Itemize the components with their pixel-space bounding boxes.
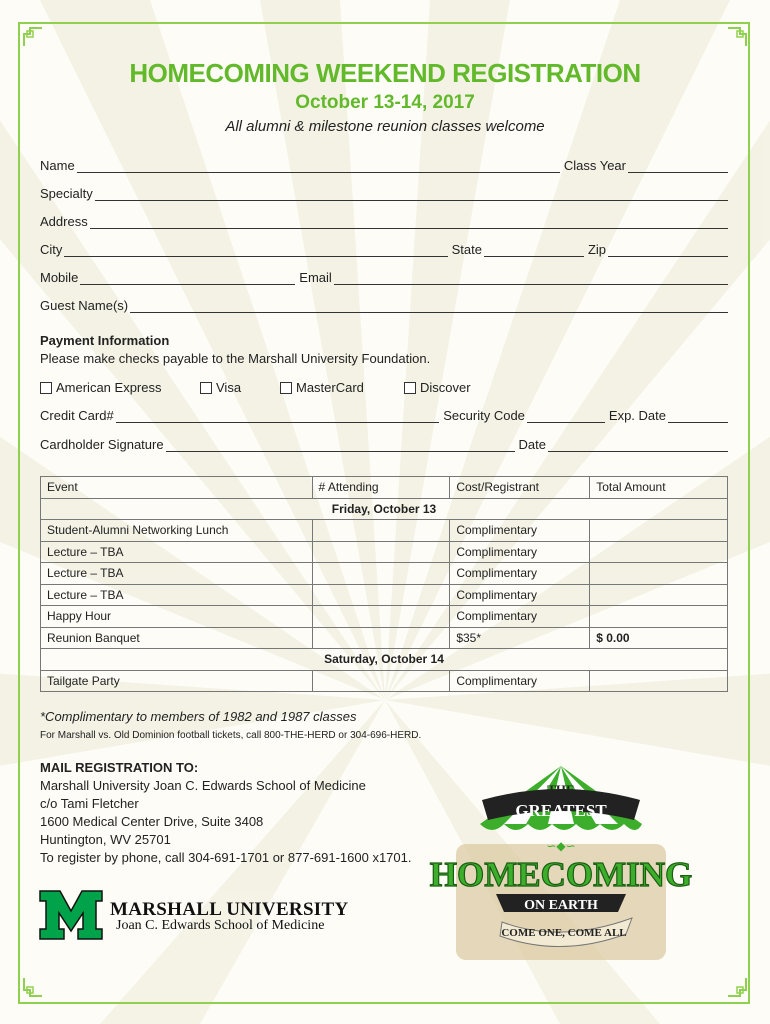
guests-row [40,298,728,313]
state-label: State [451,242,482,257]
zip-label: Zip [587,242,606,257]
city-field[interactable] [64,244,447,257]
page-title: HOMECOMING WEEKEND REGISTRATION [129,58,641,88]
badge-homecoming-text: HOMECOMING [429,855,693,894]
address-row [40,214,728,229]
event-cell: Lecture – TBA [41,563,313,585]
col-header: Event [41,477,313,499]
contact-row [40,270,728,285]
card-type-options [40,380,540,400]
table-row [41,670,728,692]
saturday-group-label: Saturday, October 14 [41,649,728,671]
total-cell[interactable] [590,520,728,542]
event-dates: October 13-14, 2017 [295,92,475,113]
total-cell[interactable] [590,563,728,585]
attending-cell[interactable] [312,563,450,585]
friday-group-label: Friday, October 13 [41,498,728,520]
credit-card-row [40,408,728,423]
greatest-homecoming-badge [422,758,700,964]
mobile-field[interactable] [80,272,295,285]
badge-greatest-text: GREATEST [515,801,607,820]
cost-cell: Complimentary [450,606,590,628]
address-field[interactable] [90,216,728,229]
date-label: Date [518,437,546,452]
security-code-label: Security Code [443,408,525,423]
city-label: City [40,242,63,257]
mail-line: Marshall University Joan C. Edwards School of Medicine [40,778,366,793]
specialty-field[interactable] [95,188,728,201]
total-cell[interactable] [590,541,728,563]
cost-cell: Complimentary [450,563,590,585]
tagline: All alumni & milestone reunion classes welcome [225,118,545,135]
city-row [40,242,728,257]
mail-line: c/o Tami Fletcher [40,796,139,811]
total-cell[interactable] [590,584,728,606]
mail-line: To register by phone, call 304-691-1701 or 877-691-1600 x1701. [40,850,412,865]
tickets-note: For Marshall vs. Old Dominion football tickets, call 800-THE-HERD or 304-696-HERD. [40,730,422,741]
events-table [40,476,728,692]
attending-cell[interactable] [312,627,450,649]
complimentary-note: *Complimentary to members of 1982 and 1987 classes [40,709,357,724]
event-cell: Reunion Banquet [41,627,313,649]
cost-cell: Complimentary [450,584,590,606]
cost-cell: $35* [450,627,590,649]
mastercard-checkbox[interactable]: MasterCard [280,380,364,395]
corner-ornament-icon [726,26,748,48]
total-cell[interactable] [590,606,728,628]
guests-label: Guest Name(s) [40,298,129,313]
credit-card-label: Credit Card# [40,408,114,423]
table-row [41,563,728,585]
corner-ornament-icon [22,976,44,998]
payment-title: Payment Information [40,333,170,348]
mobile-label: Mobile [40,270,79,285]
col-header: Cost/Registrant [450,477,590,499]
school-name: Joan C. Edwards School of Medicine [116,918,325,933]
attending-cell[interactable] [312,670,450,692]
event-cell: Lecture – TBA [41,584,313,606]
cost-cell: Complimentary [450,670,590,692]
amex-checkbox[interactable]: American Express [40,380,161,395]
table-row [41,520,728,542]
class-year-field[interactable] [628,160,728,173]
corner-ornament-icon [22,26,44,48]
checkbox-icon [200,382,212,394]
badge-the-text: THE [547,782,575,797]
name-label: Name [40,158,75,173]
signature-field[interactable] [166,439,515,452]
zip-field[interactable] [608,244,728,257]
mail-title: MAIL REGISTRATION TO: [40,760,199,775]
corner-ornament-icon [726,976,748,998]
attending-cell[interactable] [312,584,450,606]
checkbox-icon [280,382,292,394]
table-row [41,606,728,628]
specialty-label: Specialty [40,186,93,201]
exp-date-label: Exp. Date [608,408,666,423]
checkbox-icon [404,382,416,394]
col-header: Total Amount [590,477,728,499]
attending-cell[interactable] [312,606,450,628]
checkbox-icon [40,382,52,394]
discover-checkbox[interactable]: Discover [404,380,471,395]
marshall-wordmark: MARSHALL UNIVERSITY [110,899,349,920]
visa-checkbox[interactable]: Visa [200,380,241,395]
badge-on-earth-text: ON EARTH [524,898,598,913]
table-row [41,541,728,563]
event-cell: Tailgate Party [41,670,313,692]
specialty-row [40,186,728,201]
security-code-field[interactable] [527,410,605,423]
marshall-m-logo-icon [38,887,104,943]
exp-date-field[interactable] [668,410,728,423]
total-cell[interactable] [590,670,728,692]
badge-ornament-icon: ∽◆∽ [546,839,576,853]
table-row [41,627,728,649]
table-row [41,584,728,606]
state-field[interactable] [484,244,584,257]
signature-label: Cardholder Signature [40,437,164,452]
attending-cell[interactable] [312,541,450,563]
event-cell: Happy Hour [41,606,313,628]
total-cell[interactable]: $ 0.00 [590,627,728,649]
event-cell: Lecture – TBA [41,541,313,563]
email-field[interactable] [334,272,728,285]
mail-line: Huntington, WV 25701 [40,832,171,847]
name-row [40,158,728,173]
table-header-row [41,477,728,499]
cost-cell: Complimentary [450,541,590,563]
credit-card-field[interactable] [116,410,440,423]
class-year-label: Class Year [563,158,626,173]
guests-field[interactable] [130,300,728,313]
name-field[interactable] [77,160,560,173]
col-header: # Attending [312,477,450,499]
badge-come-text: COME ONE, COME ALL [501,927,627,939]
date-field[interactable] [548,439,728,452]
payment-note: Please make checks payable to the Marshall University Foundation. [40,351,431,366]
cost-cell: Complimentary [450,520,590,542]
mail-line: 1600 Medical Center Drive, Suite 3408 [40,814,264,829]
event-cell: Student-Alumni Networking Lunch [41,520,313,542]
signature-row [40,437,728,452]
attending-cell[interactable] [312,520,450,542]
address-label: Address [40,214,88,229]
email-label: Email [299,270,332,285]
